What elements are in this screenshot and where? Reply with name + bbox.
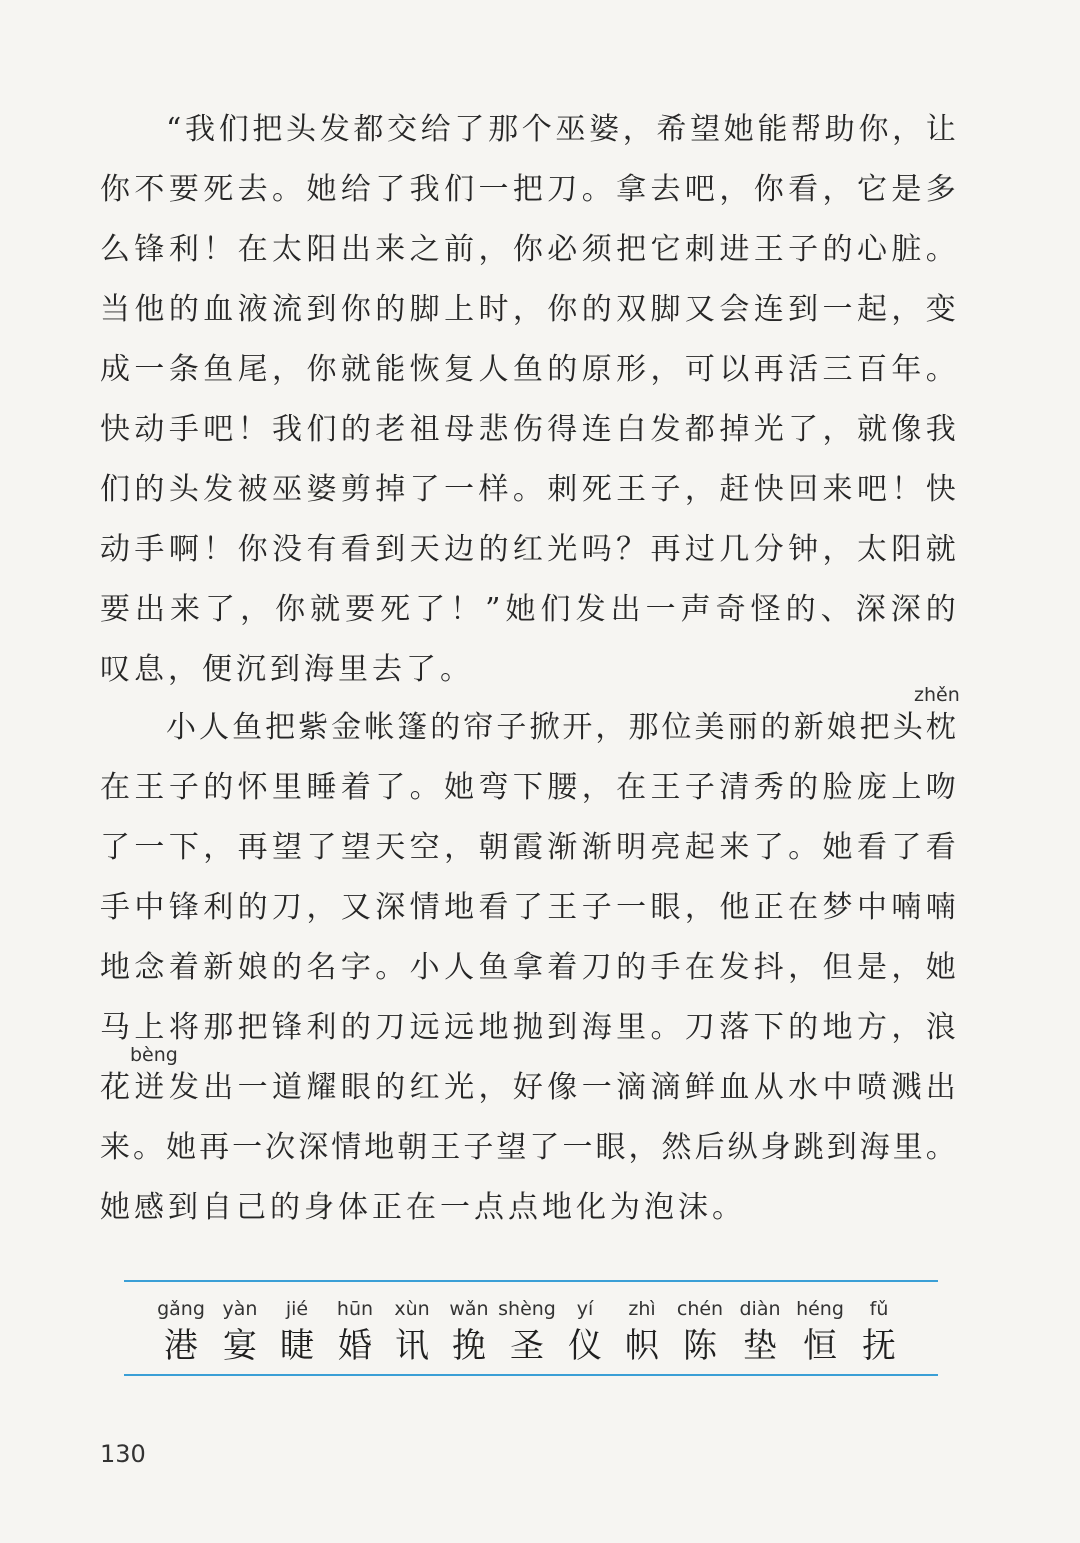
vocab-top-rule bbox=[124, 1280, 938, 1282]
text-line: 要 出 来 了 ， 你 就 要 死 了 ！ ” 她 们 发 出 一 声 奇 怪 的 、 深 深 的 bbox=[100, 592, 956, 627]
vocab-pinyin: diàn bbox=[739, 1298, 781, 1320]
vocab-character: 恒 bbox=[803, 1326, 837, 1366]
vocab-character: 挽 bbox=[452, 1326, 486, 1366]
text-line: 小 人 鱼 把 紫 金 帐 篷 的 帘 子 掀 开 ， 那 位 美 丽 的 新 娘 把 头 枕 bbox=[166, 710, 956, 745]
text-line: 她 感 到 自 己 的 身 体 正 在 一 点 点 地 化 为 泡 沫 。 bbox=[100, 1190, 742, 1225]
vocab-character: 陈 bbox=[683, 1326, 717, 1366]
vocab-pinyin: zhì bbox=[628, 1298, 656, 1320]
vocab-pinyin: héng bbox=[796, 1298, 844, 1320]
vocab-character: 圣 bbox=[510, 1326, 544, 1366]
vocab-pinyin: shèng bbox=[498, 1298, 556, 1320]
text-line: 叹 息 ， 便 沉 到 海 里 去 了 。 bbox=[100, 652, 470, 687]
text-line: 快 动 手 吧 ！ 我 们 的 老 祖 母 悲 伤 得 连 白 发 都 掉 光 了 ， 就 像 我 bbox=[100, 412, 956, 447]
text-line: 成 一 条 鱼 尾 ， 你 就 能 恢 复 人 鱼 的 原 形 ， 可 以 再 活 三 百 年 。 bbox=[100, 352, 956, 387]
vocab-pinyin: yí bbox=[576, 1298, 594, 1320]
vocab-character: 讯 bbox=[395, 1326, 429, 1366]
vocab-character: 睫 bbox=[280, 1326, 314, 1366]
text-line: 手 中 锋 利 的 刀 ， 又 深 情 地 看 了 王 子 一 眼 ， 他 正 在 梦 中 喃 喃 bbox=[100, 890, 956, 925]
text-line: 来 。 她 再 一 次 深 情 地 朝 王 子 望 了 一 眼 ， 然 后 纵 身 跳 到 海 里 。 bbox=[100, 1130, 956, 1165]
vocab-pinyin: chén bbox=[676, 1298, 724, 1320]
text-line: “ 我 们 把 头 发 都 交 给 了 那 个 巫 婆 ， 希 望 她 能 帮 助 你 ， 让 bbox=[166, 112, 956, 147]
text-line: 当 他 的 血 液 流 到 你 的 脚 上 时 ， 你 的 双 脚 又 会 连 到 一 起 ， 变 bbox=[100, 292, 956, 327]
page-number: 130 bbox=[100, 1440, 146, 1468]
text-line: 你 不 要 死 去 。 她 给 了 我 们 一 把 刀 。 拿 去 吧 ， 你 看 ， 它 是 多 bbox=[100, 172, 956, 207]
vocab-pinyin: fǔ bbox=[869, 1298, 889, 1320]
pinyin-annotation-zhen: zhěn bbox=[914, 684, 960, 706]
vocab-character: 帜 bbox=[625, 1326, 659, 1366]
text-line: 们 的 头 发 被 巫 婆 剪 掉 了 一 样 。 刺 死 王 子 ， 赶 快 回 来 吧 ！ 快 bbox=[100, 472, 956, 507]
vocab-pinyin: hūn bbox=[336, 1298, 374, 1320]
vocab-character: 婚 bbox=[338, 1326, 372, 1366]
text-line: 在 王 子 的 怀 里 睡 着 了 。 她 弯 下 腰 ， 在 王 子 清 秀 的 脸 庞 上 吻 bbox=[100, 770, 956, 805]
vocab-character: 垫 bbox=[743, 1326, 777, 1366]
text-line: 了 一 下 ， 再 望 了 望 天 空 ， 朝 霞 渐 渐 明 亮 起 来 了 。 她 看 了 看 bbox=[100, 830, 956, 865]
vocab-bottom-rule bbox=[124, 1374, 938, 1376]
text-line: 马 上 将 那 把 锋 利 的 刀 远 远 地 抛 到 海 里 。 刀 落 下 的 地 方 ， 浪 bbox=[100, 1010, 956, 1045]
vocab-character: 仪 bbox=[568, 1326, 602, 1366]
text-line: 动 手 啊 ！ 你 没 有 看 到 天 边 的 红 光 吗 ？ 再 过 几 分 钟 ， 太 阳 就 bbox=[100, 532, 956, 567]
vocab-character: 抚 bbox=[862, 1326, 896, 1366]
vocab-pinyin: jié bbox=[285, 1298, 309, 1320]
vocab-pinyin: wǎn bbox=[449, 1298, 489, 1320]
vocab-pinyin: xùn bbox=[394, 1298, 430, 1320]
text-line: 花 迸 发 出 一 道 耀 眼 的 红 光 ， 好 像 一 滴 滴 鲜 血 从 水 中 喷 溅 出 bbox=[100, 1070, 956, 1105]
vocab-pinyin: yàn bbox=[222, 1298, 258, 1320]
vocab-character: 宴 bbox=[223, 1326, 257, 1366]
text-line: 地 念 着 新 娘 的 名 字 。 小 人 鱼 拿 着 刀 的 手 在 发 抖 ， 但 是 ， 她 bbox=[100, 950, 956, 985]
vocab-character: 港 bbox=[164, 1326, 198, 1366]
vocab-item bbox=[844, 1296, 914, 1370]
text-line: 么 锋 利 ！ 在 太 阳 出 来 之 前 ， 你 必 须 把 它 刺 进 王 子 的 心 脏 。 bbox=[100, 232, 956, 267]
vocab-pinyin: gǎng bbox=[157, 1298, 205, 1320]
pinyin-annotation-beng: bèng bbox=[130, 1044, 178, 1066]
